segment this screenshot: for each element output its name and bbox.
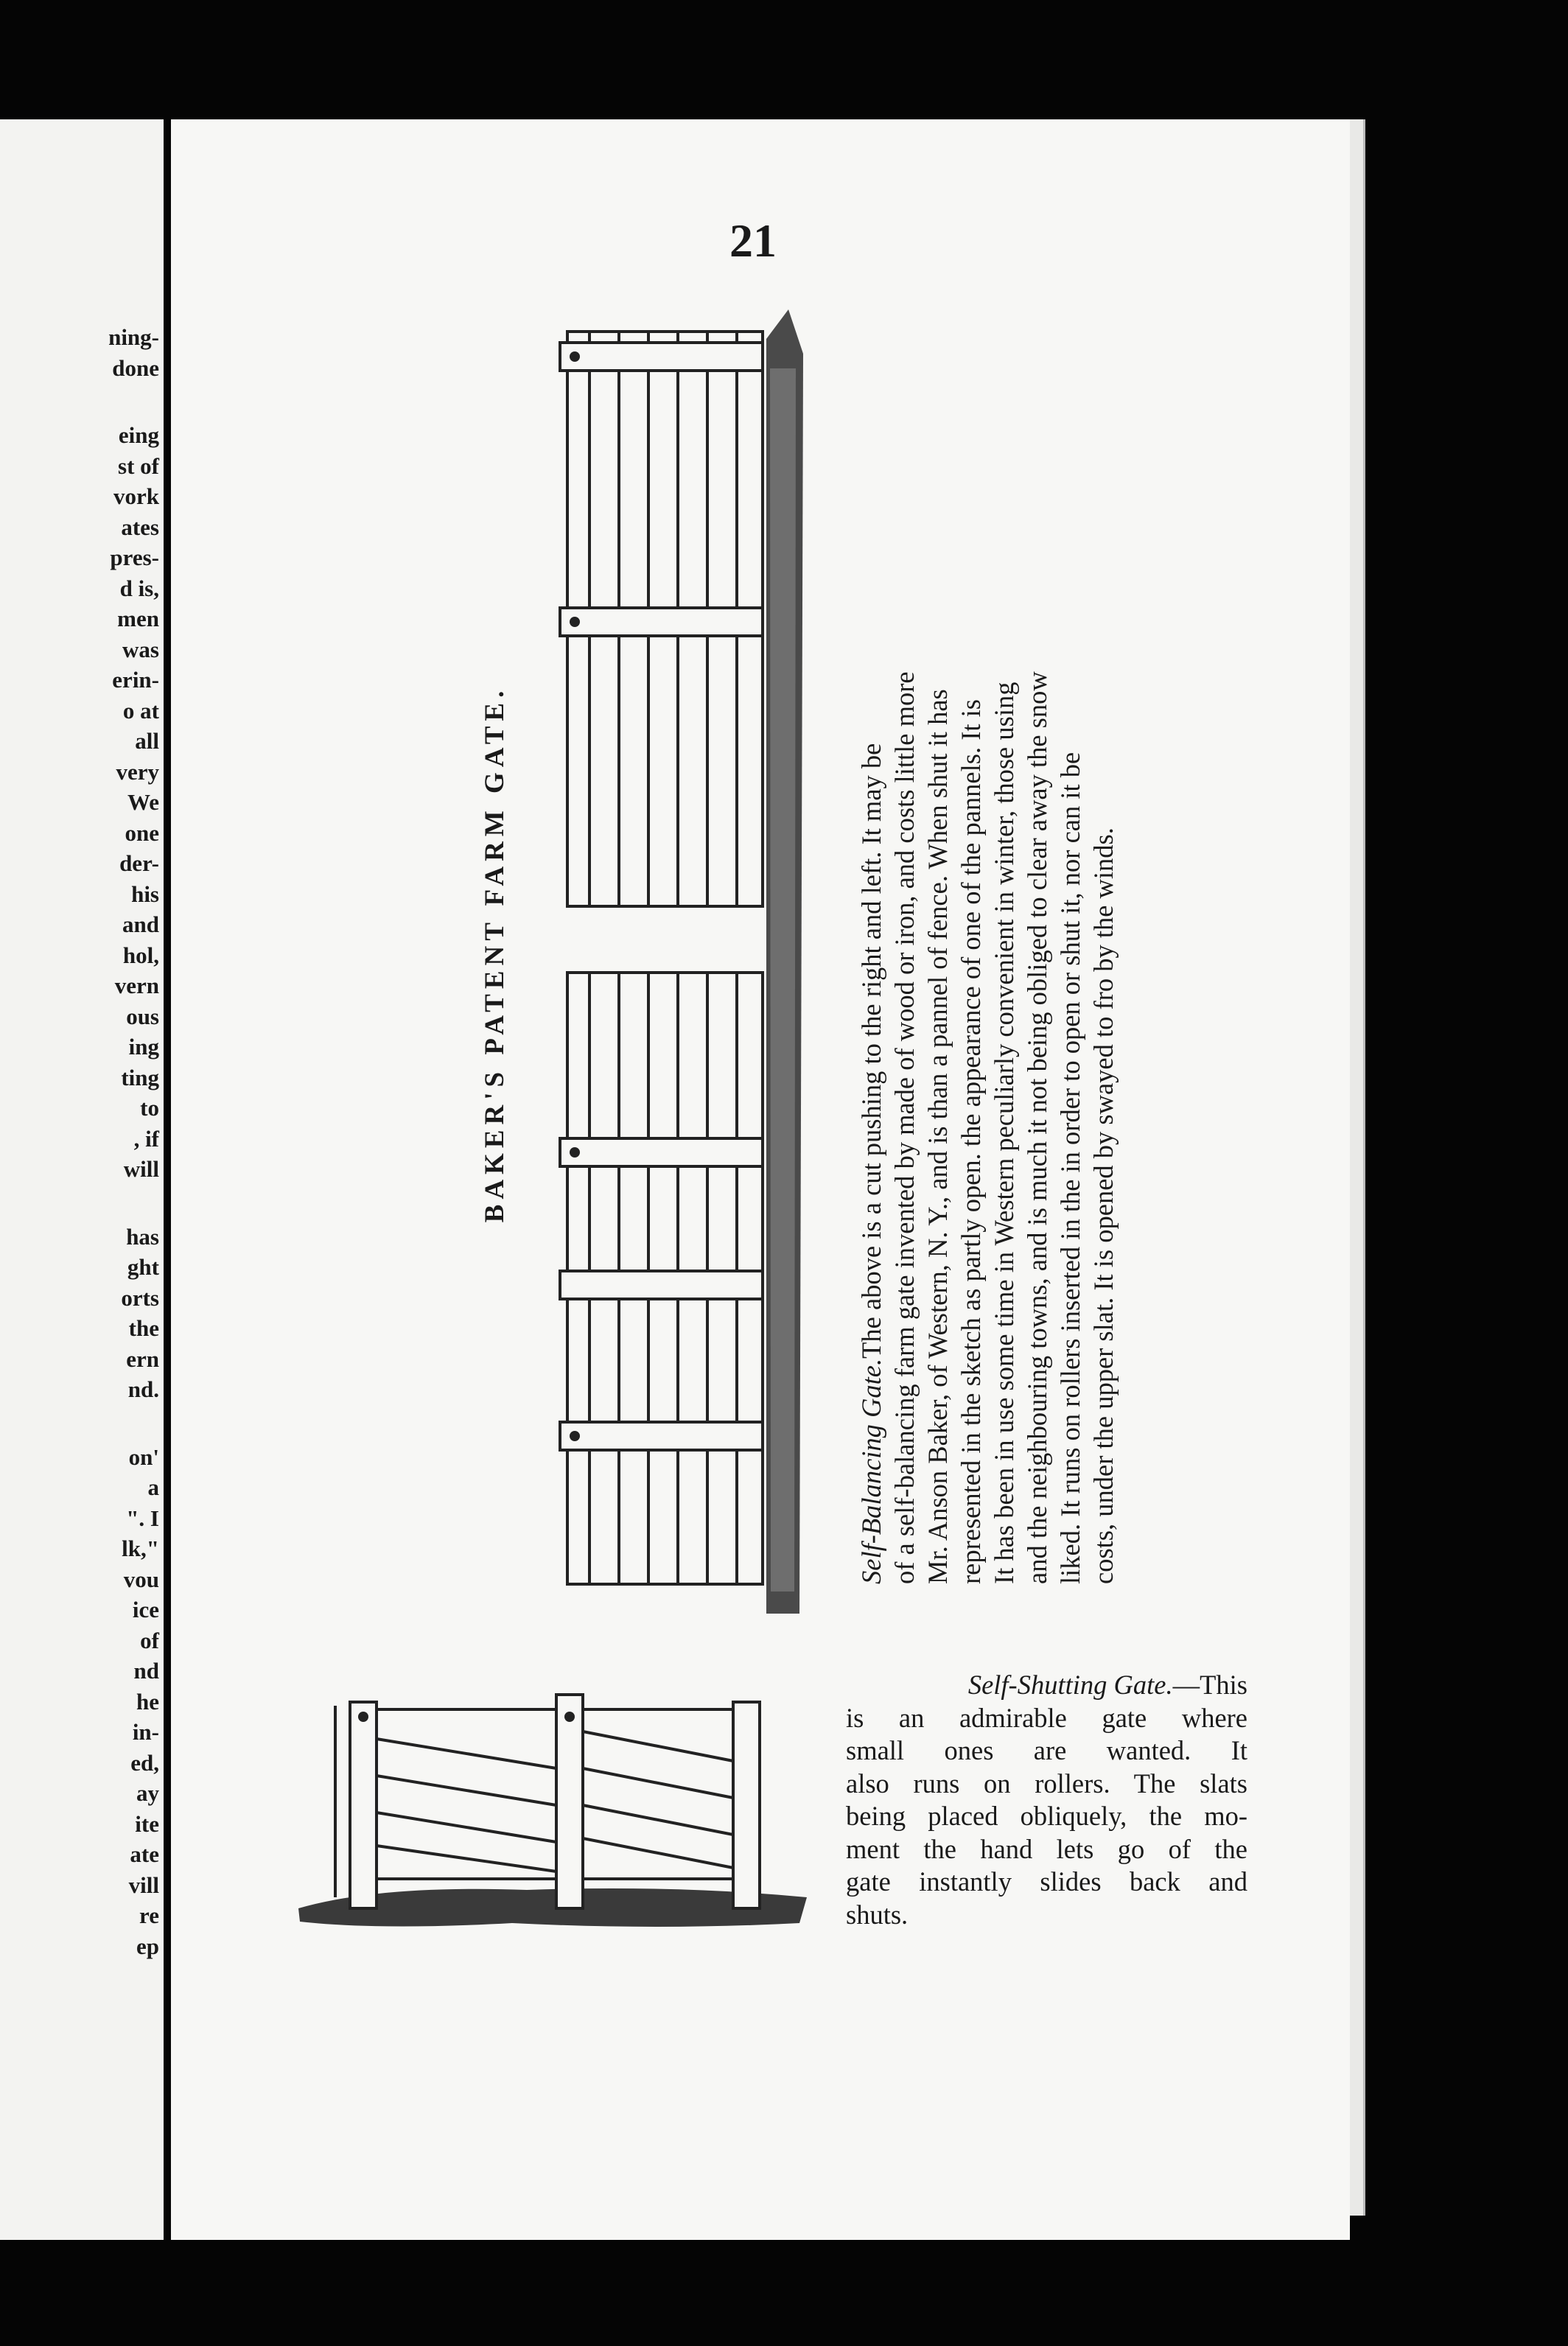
fragment-line: erin- <box>112 667 159 693</box>
fragment-line: vou <box>123 1566 159 1592</box>
fragment-line: We <box>127 789 159 815</box>
fragment-line: der- <box>119 850 159 876</box>
fragment-line: ice <box>132 1597 159 1622</box>
gate-heading: Self-Shutting Gate. <box>967 1670 1173 1700</box>
balancing-gate-illustration <box>545 295 825 1614</box>
fragment-line: hol, <box>122 942 159 968</box>
line-gap <box>71 383 159 420</box>
fragment-line: ". I <box>126 1505 159 1531</box>
fragment-line: vern <box>114 973 159 998</box>
paragraph-line: gate instantly slides back and <box>846 1866 1247 1897</box>
fragment-line: lk," <box>122 1536 159 1561</box>
fragment-line: ern <box>126 1345 159 1372</box>
fragment-line: men <box>117 606 159 631</box>
fragment-line: ed, <box>130 1749 159 1776</box>
fragment-line: orts <box>121 1284 159 1311</box>
fragment-line: the <box>128 1315 159 1341</box>
fragment-line: ay <box>136 1780 159 1806</box>
page-number: 21 <box>729 214 777 267</box>
fragment-line: ate <box>130 1841 159 1867</box>
fragment-line: ous <box>126 1003 159 1029</box>
fragment-line: a <box>147 1474 159 1500</box>
fragment-line: ning- <box>108 324 159 350</box>
figure-title: BAKER'S PATENT FARM GATE. <box>480 685 510 1223</box>
fragment-line: ting <box>121 1064 159 1090</box>
fragment-line: d is, <box>119 575 159 601</box>
fragment-line: will <box>123 1156 159 1182</box>
fragment-line: very <box>116 758 159 785</box>
paragraph-line: shuts. <box>846 1899 909 1930</box>
page-edge <box>1350 119 1365 2216</box>
paragraph-line: of a self-balancing farm gate invented by made of wood or iron, and costs little more <box>889 671 920 1584</box>
self-shutting-gate-illustration <box>291 1687 822 1945</box>
paragraph-line: being placed obliquely, the mo- <box>846 1801 1247 1831</box>
fragment-line: on' <box>128 1443 159 1470</box>
fragment-line: pres- <box>110 545 159 570</box>
fragment-line: done <box>112 354 159 381</box>
fragment-line: st of <box>118 452 159 479</box>
line-gap <box>71 1405 159 1442</box>
fragment-line: was <box>122 636 159 662</box>
fragment-line: ates <box>121 514 159 540</box>
fragment-line: one <box>125 819 159 846</box>
fragment-line: nd. <box>127 1376 159 1402</box>
self-balancing-gate-text <box>855 295 1120 1584</box>
fragment-line: vill <box>128 1871 159 1898</box>
fragment-line: to <box>140 1095 159 1121</box>
fragment-line: nd <box>133 1658 159 1684</box>
paragraph-line: also runs on rollers. The slats <box>846 1768 1247 1799</box>
fragment-line: , if <box>133 1125 159 1152</box>
left-page-text-column <box>71 322 159 1961</box>
fragment-line: ght <box>127 1254 159 1280</box>
paragraph-line: liked. It runs on rollers inserted in the in order to open or shut it, nor can it be <box>1055 752 1085 1584</box>
fragment-line: in- <box>132 1719 159 1745</box>
paragraph-line: small ones are wanted. It <box>846 1735 1247 1765</box>
self-shutting-gate-text <box>846 1669 1247 1931</box>
fragment-line: ing <box>128 1034 159 1060</box>
left-page-fragment <box>0 119 164 2240</box>
paragraph-line: It has been in use some time in Western peculiarly convenient in winter, those using <box>989 682 1019 1584</box>
paragraph-line: Mr. Anson Baker, of Western, N. Y., and is than a pannel of fence. When shut it has <box>923 689 953 1584</box>
fragment-line: re <box>139 1902 159 1928</box>
line-gap <box>71 1185 159 1222</box>
fragment-line: ite <box>135 1810 159 1837</box>
paragraph-line: ment the hand lets go of the <box>846 1833 1247 1864</box>
paragraph-line: Self-Balancing Gate.The above is a cut pushing to the right and left. It may be <box>856 743 886 1584</box>
paragraph-line: is an admirable gate where <box>846 1702 1247 1733</box>
gate-heading: Self-Balancing Gate. <box>856 1358 886 1584</box>
paragraph-line: and the neighbouring towns, and is much it not being obliged to clear away the snow <box>1022 671 1052 1584</box>
fragment-line: he <box>136 1688 159 1715</box>
fragment-line: o at <box>122 697 159 724</box>
paragraph-line: represented in the sketch as partly open. the appearance of one of the pannels. It is <box>956 699 986 1584</box>
paragraph-line: Self-Shutting Gate.—This <box>967 1670 1247 1700</box>
fragment-line: and <box>122 911 159 937</box>
fragment-line: ep <box>136 1933 159 1959</box>
paragraph-line: costs, under the upper slat. It is opened by swayed to fro by the winds. <box>1088 827 1119 1584</box>
fragment-line: his <box>131 880 159 907</box>
fragment-line: of <box>140 1627 159 1653</box>
fragment-line: all <box>135 728 159 754</box>
fragment-line: vork <box>113 483 159 509</box>
fragment-line: eing <box>118 422 159 448</box>
fragment-line: has <box>126 1223 159 1250</box>
